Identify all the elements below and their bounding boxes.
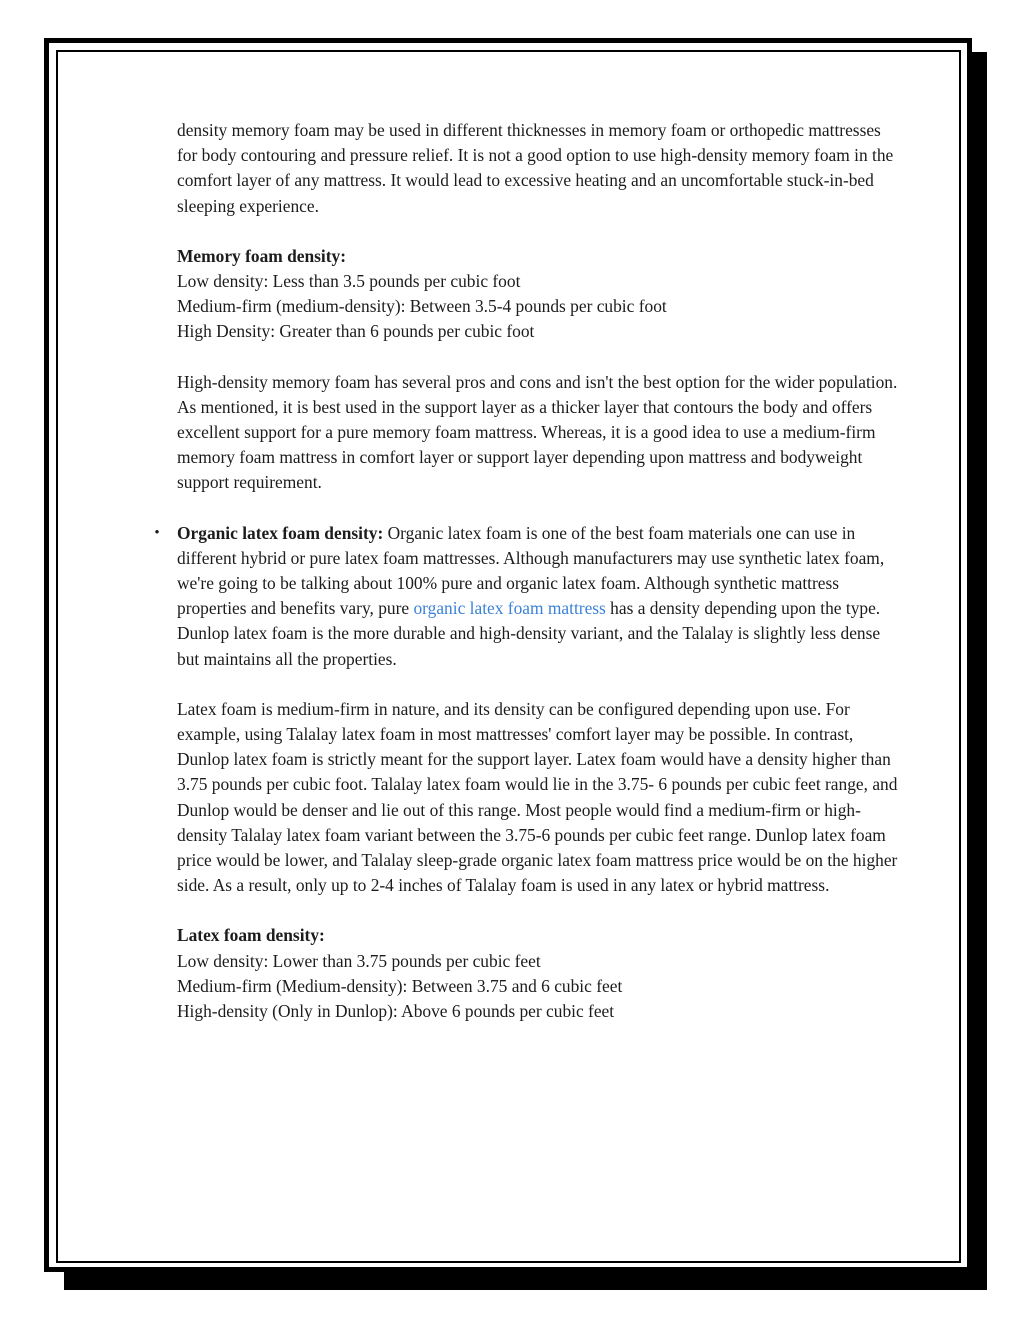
memory-foam-density-line-low: Low density: Less than 3.5 pounds per cubic foot xyxy=(177,271,521,292)
memory-foam-density-block xyxy=(177,244,905,345)
document-text-body xyxy=(154,118,905,1049)
paragraph-high-density-pros-cons: High-density memory foam has several pros and cons and isn't the best option for the wider population. As mentioned, it is best used in the support layer as a thicker layer that contours the body and offers excellent support for a pure memory foam mattress. Whereas, it is a good idea to use a medium-firm memory foam mattress in comfort layer or support layer depending upon mattress and bodyweight support requirement. xyxy=(177,371,898,493)
latex-foam-density-heading: Latex foam density: xyxy=(177,925,325,946)
latex-foam-density-block xyxy=(177,923,905,1024)
organic-latex-foam-mattress-link[interactable]: organic latex foam mattress xyxy=(413,598,606,619)
latex-foam-density-line-high: High-density (Only in Dunlop): Above 6 pounds per cubic feet xyxy=(177,1001,615,1022)
organic-latex-text-before-link: Organic latex foam is one of the best foam materials one can use in different hybrid or pure latex foam mattresses. Although manufacturers may use synthetic latex foam, we're going to be talking about 100% pure and organic latex foam. Although synthetic mattress properties and benefits vary, pure xyxy=(177,522,885,619)
organic-latex-density-lead-in: Organic latex foam density: xyxy=(177,522,384,543)
latex-foam-density-line-low: Low density: Lower than 3.75 pounds per cubic feet xyxy=(177,950,541,971)
organic-latex-text-after-link: has a density depending upon the type. Dunlop latex foam is the more durable and high-density variant, and the Talalay is slightly less dense but maintains all the properties. xyxy=(177,598,881,669)
paragraph-latex-foam-detail: Latex foam is medium-firm in nature, and its density can be configured depending upon use. For example, using Talalay latex foam in most mattresses' comfort layer may be possible. In contrast, Dunlop latex foam is strictly meant for the support layer. Latex foam would have a density higher than 3.75 pounds per cubic foot. Talalay latex foam would lie in the 3.75- 6 pounds per cubic feet range, and Dunlop would be denser and lie out of this range. Most people would find a medium-firm or high-density Talalay latex foam variant between the 3.75-6 pounds per cubic feet range. Dunlop latex foam price would be lower, and Talalay sleep-grade organic latex foam mattress price would be on the higher side. As a result, only up to 2-4 inches of Talalay foam is used in any latex or hybrid mattress. xyxy=(177,698,898,896)
memory-foam-density-line-medium: Medium-firm (medium-density): Between 3.5-4 pounds per cubic foot xyxy=(177,296,667,317)
memory-foam-density-heading: Memory foam density: xyxy=(177,245,347,266)
latex-foam-density-line-medium: Medium-firm (Medium-density): Between 3.75 and 6 cubic feet xyxy=(177,975,623,996)
list-item-organic-latex-density xyxy=(154,521,905,672)
bullet-point-icon: • xyxy=(154,524,160,541)
paragraph-intro: density memory foam may be used in different thicknesses in memory foam or orthopedic mattresses for body contouring and pressure relief. It is not a good option to use high-density memory foam in the comfort layer of any mattress. It would lead to excessive heating and an uncomfortable stuck-in-bed sleeping experience. xyxy=(177,120,894,216)
memory-foam-density-line-high: High Density: Greater than 6 pounds per cubic foot xyxy=(177,321,535,342)
